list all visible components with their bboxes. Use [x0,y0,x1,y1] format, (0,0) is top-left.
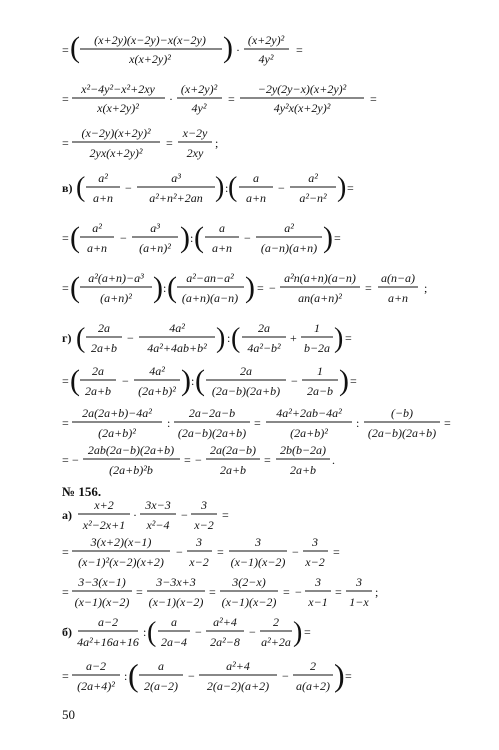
fraction-numerator: 2a−2a−b [188,406,236,420]
colon-operator: : [167,416,171,430]
item-label-a: а) [62,508,72,522]
fraction-denominator: b−2a [303,341,331,355]
equals-sign: = [62,669,69,683]
fraction-denominator: a+n [211,241,233,255]
paren-open: ( [228,172,238,203]
fraction-denominator: (2a−b)(2a+b) [177,426,247,440]
minus-sign: − [125,181,132,195]
fraction-numerator: 2a [258,321,270,335]
fraction-denominator: (2a−b)(2a+b) [211,384,281,398]
fraction-denominator: 4y² [191,101,207,115]
fraction-numerator: 3−3(x−1) [78,575,126,589]
equals-sign: = [345,331,352,345]
top-line-2 [62,82,377,115]
fraction-denominator: a+n [387,291,409,305]
fraction-numerator: a² [92,221,102,235]
fraction-denominator: (2a−b)(2a+b) [367,426,437,440]
item-a-line-2 [62,535,340,569]
fraction-numerator: 2ab(2a−b)(2a+b) [87,443,175,457]
item-b-line-1 [62,615,311,649]
dot-operator: · [133,508,137,522]
paren-open: ( [231,323,241,354]
fraction-numerator: a²−an−a² [186,271,234,285]
item-v-line-2 [62,221,341,255]
fraction-numerator: x²−4y²−x²+2xy [81,82,155,96]
minus-sign: − [269,281,276,295]
fraction-numerator: a−2 [85,659,107,673]
fraction-numerator: 1 [314,321,320,335]
fraction-numerator: 3 [255,535,261,549]
fraction-denominator: 2(a−2) [143,679,179,693]
fraction-numerator: 2b(b−2a) [279,443,327,457]
paren-close: ) [180,221,190,254]
equals-sign: = [347,181,354,195]
colon-operator: : [191,374,195,388]
fraction-numerator: 3(x+2)(x−1) [90,535,152,549]
equals-sign: = [62,585,69,599]
equals-sign: = [136,585,143,599]
fraction-numerator: (−b) [390,406,414,420]
fraction-numerator: 3 [356,575,362,589]
fraction-denominator: x−2 [194,518,214,532]
minus-sign: − [127,331,134,345]
equals-sign: = [62,231,69,245]
fraction-numerator: a [253,171,259,185]
item-g-line-4 [62,443,335,477]
minus-sign: − [195,625,202,639]
colon-operator: : [143,625,147,639]
fraction-denominator: 2yx(x+2y)² [89,146,143,160]
item-v-line-3 [62,271,427,305]
fraction-denominator: x−1 [308,595,328,609]
fraction-denominator: an(a+n)² [298,291,342,305]
page-number: 50 [62,707,75,722]
paren-close: ) [216,323,226,354]
colon-operator: : [225,181,229,195]
fraction-numerator: 2 [273,615,279,629]
paren-open: ( [128,657,139,693]
fraction-denominator: (2a+b)²b [109,463,153,477]
fraction-denominator: (a+n)² [100,291,132,305]
paren-close: ) [223,31,233,64]
top-line-1 [62,31,303,66]
minus-sign: − [282,669,289,683]
equals-sign: = [257,281,264,295]
fraction-denominator: (a+n)(a−n) [181,291,239,305]
fraction-numerator: a [219,221,225,235]
equals-sign: = [283,585,290,599]
equals-sign: = [334,231,341,245]
fraction-denominator: 2a+b [219,463,247,477]
minus-sign: − [292,545,299,559]
item-a-line-3 [62,575,378,609]
item-a-line-1 [62,498,229,532]
item-g-line-3 [62,406,451,440]
fraction-denominator: 2a−b [306,384,334,398]
fraction-denominator: a²−n² [299,191,327,205]
fraction-numerator: a(n−a) [380,271,416,285]
fraction-denominator: 4a²+16a+16 [77,635,139,649]
fraction-denominator: (x−1)(x−2) [230,555,286,569]
fraction-denominator: 2a+b [289,463,317,477]
fraction-denominator: a+n [245,191,267,205]
equals-sign: = [62,374,69,388]
equals-sign: = [335,585,342,599]
fraction-denominator: (x−1)²(x−2)(x+2) [78,555,164,569]
fraction-numerator: a²n(a+n)(a−n) [284,271,356,285]
paren-open: ( [70,364,80,397]
paren-open: ( [76,172,86,203]
fraction-numerator: 4a² [169,321,185,335]
fraction-numerator: −2y(2y−x)(x+2y)² [257,82,347,96]
fraction-numerator: 2a(2a−b) [209,443,257,457]
fraction-denominator: (2a+b)² [138,384,176,398]
equals-sign: = [62,416,69,430]
fraction-numerator: a²+4 [226,659,250,673]
fraction-numerator: 3 [315,575,321,589]
paren-open: ( [70,221,80,254]
minus-sign: − [249,625,256,639]
minus-sign: − [72,453,79,467]
paren-close: ) [215,172,225,203]
fraction-numerator: a³ [171,171,181,185]
fraction-numerator: a−2 [97,615,119,629]
equals-sign: = [304,625,311,639]
fraction-numerator: 2a [98,321,110,335]
fraction-denominator: a²+n²+2an [149,191,203,205]
fraction-numerator: 4a² [149,364,165,378]
item-b-line-2 [62,657,352,693]
period: . [332,453,335,467]
equals-sign: = [444,416,451,430]
fraction-denominator: (x−1)(x−2) [221,595,277,609]
colon-operator: : [190,231,194,245]
minus-sign: − [176,545,183,559]
fraction-denominator: 2a+b [90,341,118,355]
paren-open: ( [70,31,80,64]
minus-sign: − [295,585,302,599]
fraction-denominator: x(x+2y)² [97,101,139,115]
fraction-numerator: a² [98,171,108,185]
fraction-numerator: 3x−3 [145,498,171,512]
paren-open: ( [76,323,86,354]
paren-open: ( [194,221,204,254]
fraction-numerator: (x−2y)(x+2y)² [81,126,151,140]
colon-operator: : [227,331,231,345]
minus-sign: − [122,374,129,388]
fraction-denominator: 4y²x(x+2y)² [273,101,331,115]
fraction-denominator: a+n [86,241,108,255]
paren-close: ) [339,364,349,397]
equals-sign: = [228,92,235,106]
equals-sign: = [209,585,216,599]
fraction-numerator: (x+2y)(x−2y)−x(x−2y) [94,33,206,47]
fraction-denominator: x−2 [189,555,209,569]
fraction-denominator: (2a+b)² [290,426,328,440]
equals-sign: = [333,545,340,559]
fraction-denominator: x−2 [305,555,325,569]
minus-sign: − [188,669,195,683]
minus-sign: − [181,508,188,522]
minus-sign: − [278,181,285,195]
fraction-numerator: a [171,615,177,629]
top-line-3 [62,126,218,160]
fraction-numerator: 2a [240,364,252,378]
dot-operator: · [169,92,173,106]
semicolon: ; [375,585,379,599]
minus-sign: − [195,453,202,467]
fraction-denominator: a(a+2) [295,679,331,693]
fraction-denominator: 2a−4 [160,635,188,649]
fraction-denominator: 4y² [258,52,274,66]
fraction-numerator: 4a²+2ab−4a² [276,406,342,420]
paren-close: ) [181,364,191,397]
paren-close: ) [293,617,303,648]
item-label-g: г) [62,331,72,345]
fraction-numerator: a²(a+n)−a³ [88,271,144,285]
fraction-denominator: 2(a−2)(a+2) [206,679,270,693]
fraction-numerator: 3(2−x) [232,575,266,589]
fraction-denominator: x²−2x+1 [82,518,126,532]
paren-close: ) [334,323,344,354]
colon-operator: : [163,281,167,295]
semicolon: ; [215,136,219,150]
item-g-line-1 [62,321,352,355]
paren-close: ) [245,271,255,304]
fraction-denominator: x(x+2y)² [129,52,171,66]
fraction-numerator: (x+2y)² [180,82,218,96]
fraction-numerator: a³ [150,221,160,235]
paren-close: ) [337,172,347,203]
equals-sign: = [296,43,303,57]
minus-sign: − [244,231,251,245]
paren-open: ( [167,271,177,304]
equals-sign: = [350,374,357,388]
equals-sign: = [254,416,261,430]
equals-sign: = [264,453,271,467]
paren-close: ) [323,221,333,254]
equals-sign: = [62,43,69,57]
fraction-numerator: 3 [312,535,318,549]
fraction-denominator: 1−x [349,595,369,609]
equals-sign: = [62,136,69,150]
plus-sign: + [290,331,297,345]
fraction-numerator: 2a [92,364,104,378]
equals-sign: = [222,508,229,522]
fraction-denominator: 2a²−8 [210,635,240,649]
fraction-numerator: (x+2y)² [247,33,285,47]
item-v-line-1 [62,171,354,205]
colon-operator: : [356,416,360,430]
equals-sign: = [370,92,377,106]
fraction-numerator: 3 [201,498,207,512]
fraction-denominator: (x−1)(x−2) [148,595,204,609]
problem-heading: № 156. [62,484,102,499]
paren-open: ( [70,271,80,304]
fraction-numerator: a [158,659,164,673]
fraction-numerator: 2a(2a+b)−4a² [82,406,152,420]
minus-sign: − [120,231,127,245]
equals-sign: = [345,669,352,683]
fraction-numerator: a² [284,221,294,235]
fraction-denominator: 4a²+4ab+b² [147,341,207,355]
paren-open: ( [195,364,205,397]
fraction-denominator: x²−4 [146,518,170,532]
colon-operator: : [124,669,128,683]
fraction-denominator: (x−1)(x−2) [74,595,130,609]
fraction-denominator: (2a+b)² [98,426,136,440]
fraction-denominator: a²+2a [261,635,291,649]
fraction-denominator: (a+n)² [139,241,171,255]
fraction-denominator: 2xy [186,146,204,160]
paren-close: ) [334,657,345,693]
paren-close: ) [153,271,163,304]
fraction-numerator: a²+4 [213,615,237,629]
equals-sign: = [365,281,372,295]
equals-sign: = [62,281,69,295]
fraction-numerator: x+2 [94,498,114,512]
equals-sign: = [62,453,69,467]
fraction-denominator: 2a+b [84,384,112,398]
paren-open: ( [147,617,157,648]
fraction-numerator: a² [308,171,318,185]
minus-sign: − [291,374,298,388]
equals-sign: = [62,545,69,559]
fraction-denominator: 4a²−b² [247,341,281,355]
item-g-line-2 [62,364,357,398]
equals-sign: = [166,136,173,150]
fraction-denominator: (a−n)(a+n) [260,241,318,255]
equals-sign: = [184,453,191,467]
item-label-v: в) [62,181,73,195]
fraction-numerator: 3−3x+3 [156,575,196,589]
equals-sign: = [62,92,69,106]
fraction-numerator: x−2y [182,126,208,140]
fraction-denominator: a+n [92,191,114,205]
equals-sign: = [217,545,224,559]
fraction-numerator: 1 [317,364,323,378]
dot-operator: · [236,43,240,57]
fraction-numerator: 3 [196,535,202,549]
item-label-b: б) [62,625,72,639]
semicolon: ; [424,281,428,295]
fraction-numerator: 2 [310,659,316,673]
fraction-denominator: (2a+4)² [77,679,115,693]
